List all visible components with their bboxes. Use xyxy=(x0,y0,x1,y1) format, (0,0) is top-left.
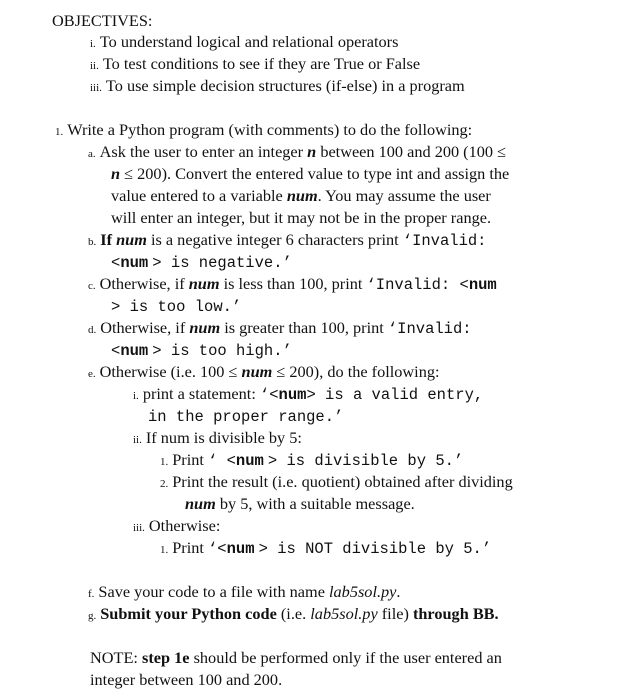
step-d-line xyxy=(111,339,292,362)
code-var: num xyxy=(226,540,255,558)
code-text: in the proper range.’ xyxy=(148,408,344,426)
objectives-heading: OBJECTIVES: xyxy=(52,11,153,30)
step-c-line xyxy=(88,273,497,297)
objective-item xyxy=(90,53,420,77)
step-b-line xyxy=(111,251,292,274)
code-text: ‘Invalid: xyxy=(402,232,487,250)
note-line xyxy=(90,647,502,669)
list-marker: ii. xyxy=(133,434,142,446)
objective-item xyxy=(90,31,398,55)
step-c-line xyxy=(111,295,241,318)
list-marker: g. xyxy=(88,610,97,622)
text: Otherwise, if xyxy=(99,274,185,293)
var-num: num xyxy=(188,274,220,293)
task-intro-text: Write a Python program (with comments) to do the following: xyxy=(67,120,473,139)
step-e-i-line xyxy=(148,405,343,428)
text: Save your code to a file with name xyxy=(98,582,325,601)
list-marker: c. xyxy=(88,280,96,292)
text: . xyxy=(494,604,499,623)
code-var: num xyxy=(120,342,149,360)
objective-text: To understand logical and relational operators xyxy=(99,32,399,51)
text: Print xyxy=(172,450,204,469)
list-marker: iii. xyxy=(133,522,145,534)
text: Print xyxy=(172,538,204,557)
code-text: < xyxy=(111,254,121,272)
list-marker: i. xyxy=(90,38,96,50)
var-n: n xyxy=(111,164,121,183)
list-marker: i. xyxy=(133,390,139,402)
step-e-ii-1-line xyxy=(160,449,463,473)
step-d-line xyxy=(88,317,472,341)
text: . xyxy=(396,582,401,601)
code-var: num xyxy=(120,254,149,272)
text: Otherwise (i.e. 100 ≤ xyxy=(99,362,238,381)
step-e-i-line xyxy=(133,383,483,407)
text: If xyxy=(100,230,113,249)
code-var: num xyxy=(468,276,497,294)
step-a-line xyxy=(111,207,491,229)
text: between 100 and 200 (100 ≤ xyxy=(320,142,507,161)
step-e-iii-line xyxy=(133,515,220,539)
code-var: num xyxy=(235,452,264,470)
text: ≤ 200), do the following: xyxy=(276,362,440,381)
text: If num is divisible by 5: xyxy=(145,428,302,447)
step-a-line xyxy=(88,141,506,165)
list-marker: 1. xyxy=(55,126,64,138)
code-text: > is divisible by 5.’ xyxy=(267,452,464,470)
code-text: ‘Invalid: xyxy=(387,320,472,338)
filename: lab5sol.py xyxy=(329,582,397,601)
list-marker: a. xyxy=(88,148,96,160)
step-g-line xyxy=(88,603,499,627)
code-text: > is a valid entry, xyxy=(306,386,484,404)
list-marker: ii. xyxy=(90,60,99,72)
text: is greater than 100, print xyxy=(224,318,384,337)
text: through BB xyxy=(412,604,495,623)
code-text: ‘Invalid: < xyxy=(366,276,469,294)
step-a-line xyxy=(111,163,509,185)
text: NOTE: xyxy=(90,648,138,667)
text: will enter an integer, but it may not be in the proper range. xyxy=(111,208,492,227)
text: Otherwise: xyxy=(148,516,221,535)
list-marker: iii. xyxy=(90,82,102,94)
objective-item xyxy=(90,75,465,99)
text: Otherwise, if xyxy=(100,318,186,337)
text: step 1e xyxy=(142,648,190,667)
text: should be performed only if the user entered an xyxy=(193,648,502,667)
var-num: num xyxy=(116,230,147,249)
code-text: > is NOT divisible by 5.’ xyxy=(258,540,492,558)
list-marker: e. xyxy=(88,368,96,380)
text: ≤ 200). Convert the entered value to type int and assign the xyxy=(124,164,510,183)
list-marker: d. xyxy=(88,324,97,336)
var-num: num xyxy=(189,318,221,337)
text: Ask the user to enter an integer xyxy=(99,142,304,161)
step-b-line xyxy=(88,229,486,253)
list-marker: 1. xyxy=(160,544,169,556)
list-marker: b. xyxy=(88,236,97,248)
text: . You may assume the user xyxy=(317,186,491,205)
code-text: ‘< xyxy=(259,386,279,404)
objective-text: To use simple decision structures (if-else) in a program xyxy=(105,76,465,95)
step-a-line xyxy=(111,185,491,207)
var-n: n xyxy=(307,142,317,161)
text: value entered to a variable xyxy=(111,186,283,205)
step-e-ii-2-line xyxy=(185,493,415,515)
var-num: num xyxy=(286,186,318,205)
code-text: > is too low.’ xyxy=(111,298,242,316)
list-marker: f. xyxy=(88,588,95,600)
code-text: < xyxy=(111,342,121,360)
text: Print the result (i.e. quotient) obtained after dividing xyxy=(172,472,513,491)
step-f-line xyxy=(88,581,400,605)
note-line xyxy=(90,669,282,691)
code-var: num xyxy=(278,386,307,404)
list-marker: 1. xyxy=(160,456,169,468)
text: by 5, with a suitable message. xyxy=(219,494,415,513)
step-e-ii-line xyxy=(133,427,302,451)
code-text: > is negative.’ xyxy=(152,254,292,272)
text: integer between 100 and 200. xyxy=(90,670,283,689)
text: (i.e. xyxy=(280,604,307,623)
text: is a negative integer 6 characters print xyxy=(150,230,399,249)
text: is less than 100, print xyxy=(223,274,363,293)
step-e-ii-2-line xyxy=(160,471,513,495)
var-num: num xyxy=(241,362,273,381)
step-e-line xyxy=(88,361,440,385)
filename: lab5sol.py xyxy=(310,604,378,623)
var-num: num xyxy=(185,494,216,513)
text: print a statement: xyxy=(142,384,256,403)
text: Submit your Python code xyxy=(100,604,277,623)
step-e-iii-1-line xyxy=(160,537,491,561)
list-marker: 2. xyxy=(160,478,169,490)
code-text: > is too high.’ xyxy=(152,342,292,360)
code-text: ‘< xyxy=(208,540,227,558)
objective-text: To test conditions to see if they are True or False xyxy=(102,54,421,73)
task-intro xyxy=(55,119,472,143)
code-text: ‘ < xyxy=(208,452,236,470)
text: file) xyxy=(381,604,409,623)
